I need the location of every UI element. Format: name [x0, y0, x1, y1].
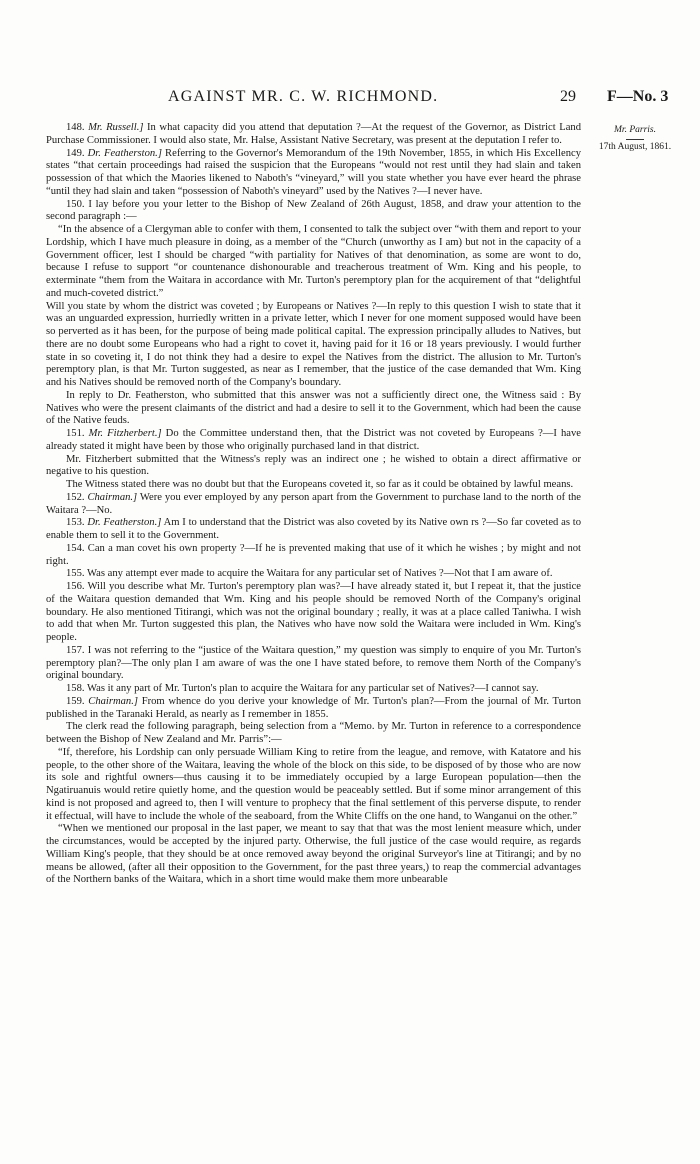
speaker-name: Mr. Russell.]	[88, 122, 144, 133]
question-number: 155.	[66, 568, 87, 580]
margin-divider	[626, 139, 644, 140]
paragraph-text: Mr. Fitzherbert submitted that the Witness's reply was an indirect one ; he wished to obtain a direct affirmative or negative to his question.	[46, 453, 581, 478]
paragraph	[46, 568, 581, 581]
paragraph-text: Was it any part of Mr. Turton's plan to acquire the Waitara for any particular set of Natives?—I cannot say.	[87, 683, 539, 694]
paragraph-text: “When we mentioned our proposal in the last paper, we meant to say that that was the most lenient measure which, under the circumstances, would be accepted by the injured party. Otherwise, the full justice of the case would require, as regards William King's people, that they should be at once removed away beyond the original Surveyor's line at Titirangi; and by no means be allowed, (after all their opposition to the Government, for the past three years,) to reap the commercial advantages of the Northern banks of the Waitara, which in a short time would make them more unbearable	[46, 823, 581, 886]
paragraph	[46, 148, 581, 199]
question-number: 156.	[66, 581, 88, 592]
paragraph	[46, 747, 581, 824]
paragraph-text: Will you state by whom the district was coveted ; by Europeans or Natives ?—In reply to this question I wish to state that it was an unguarded expression, hurriedly written in a private letter, which I never for one moment supposed would have been so perverted as it has been, for the purpose of being made political capital. The expression principally alludes to Natives, but there are no doubt some Europeans who had a right to covet it, having paid for it 16 or 18 years previously. I would further state in so coveting it, I do not think they had a desire to expel the Natives from the district. The allusion to Mr. Turton's peremptory plan, is that Mr. Turton suggested, as near as I remember, that the justice of the case demanded that Wm. King and his Natives should be removed north of the Company's boundary.	[46, 300, 581, 388]
paragraph	[46, 122, 581, 148]
paragraph-text: I was not referring to the “justice of the Waitara question,” my question was simply to enquire of you Mr. Turton's peremptory plan?—The only plan I am aware of was the one I have stated before, to remove them North of the Company's original boundary.	[46, 644, 581, 682]
question-number: 152.	[66, 491, 88, 503]
paragraph-text: “If, therefore, his Lordship can only persuade William King to retire from the league, and remove, with Katatore and his people, to the other shore of the Waitara, leaving the whole of the block on this side, to be disposed of by those who are now its sole and rightful owners—thus causing it to be immediately occupied by a large European population—then the Ngatiruanuis would retire quietly home, and the question would be peaceably settled. But if some minor arrangement of this kind is not proposed and agreed to, then I will venture to prophecy that the final settlement of this perverse dispute, to render it effectual, will have to include the whole of the seaboard, from the White Cliffs on the one hand, to Wanganui on the other.”	[46, 746, 581, 822]
paragraph	[46, 224, 581, 301]
paragraph	[46, 543, 581, 569]
paragraph	[46, 823, 581, 887]
speaker-name: Chairman.]	[88, 695, 138, 707]
paragraph	[46, 683, 581, 696]
question-number: 148.	[66, 122, 89, 133]
paragraph-text: In reply to Dr. Featherston, who submitted that this answer was not a sufficiently direct one, the Witness said : By Natives who were the present claimants of the district and had a desire to sell it to the Government, which had been the cause of the Native feuds.	[46, 389, 581, 427]
paragraph-text: Can a man covet his own property ?—If he is prevented making that use of it which he wishes ; by might and not right.	[46, 542, 581, 567]
question-number: 153.	[66, 517, 88, 529]
question-number: 151.	[66, 428, 89, 439]
document-reference: F—No. 3	[607, 88, 669, 105]
paragraph	[46, 390, 581, 428]
paragraph	[46, 301, 581, 390]
question-number: 150.	[66, 198, 89, 210]
paragraph-text: Were you ever employed by any person apart from the Government to purchase land to the north of the Waitara ?—No.	[46, 491, 581, 516]
question-number: 149.	[66, 147, 88, 159]
paragraph-text: I lay before you your letter to the Bishop of New Zealand of 26th August, 1858, and draw your attention to the second paragraph :—	[46, 198, 581, 223]
question-number: 154.	[66, 542, 88, 554]
speaker-name: Dr. Featherston.]	[87, 517, 162, 529]
testimony-body	[46, 122, 581, 1152]
question-number: 157.	[66, 644, 88, 656]
speaker-name: Dr. Featherston.]	[87, 147, 162, 159]
paragraph	[46, 721, 581, 747]
paragraph	[46, 645, 581, 683]
page-number: 29	[560, 88, 576, 105]
margin-note	[585, 124, 685, 154]
paragraph	[46, 479, 581, 492]
paragraph	[46, 696, 581, 722]
question-number: 159.	[66, 695, 89, 707]
paragraph-text: Was any attempt ever made to acquire the Waitara for any particular set of Natives ?—Not that I am aware of.	[87, 568, 553, 580]
paragraph-text: From whence do you derive your knowledge of Mr. Turton's plan?—From the journal of Mr. Turton published in the Taranaki Herald, as nearly as I remember in 1855.	[46, 695, 581, 720]
paragraph	[46, 454, 581, 480]
paragraph	[46, 581, 581, 645]
speaker-name: Mr. Fitzherbert.]	[88, 428, 162, 439]
paragraph	[46, 428, 581, 454]
paragraph-text: The clerk read the following paragraph, being selection from a “Memo. by Mr. Turton in reference to a correspondence between the Bishop of New Zealand and Mr. Parris”:—	[46, 721, 581, 745]
paragraph-text: Will you describe what Mr. Turton's peremptory plan was?—I have already stated it, but I repeat it, that the justice of the Waitara question demanded that Wm. King and his people should be removed North of the Company's original boundary. He also mentioned Titirangi, which was not the original boundary ; really, it was at a place called Taniwha. I wish to add that when Mr. Turton suggested this plan, the Natives who have now sold the Waitara were included in Wm. King's people.	[46, 581, 581, 643]
paragraph-text: Do the Committee understand then, that the District was not coveted by Europeans ?—I have already stated it might have been by those who originally purchased land in that district.	[46, 428, 581, 452]
paragraph-text: Referring to the Governor's Memorandum of the 19th November, 1855, in which His Excellency states “that certain proceedings had raised the suspicion that the Europeans “would not rest until they had slain and taken possession of that which the Maories likened to Naboth's “vineyard,” will you state whether you have ever heard the phrase “until they had slain and taken “possession of Naboth's vineyard” used by the Natives ?—I never have.	[46, 147, 581, 197]
paragraph-text: The Witness stated there was no doubt but that the Europeans coveted it, so far as it could be obtained by lawful means.	[66, 479, 574, 490]
paragraph-text: Am I to understand that the District was also coveted by its Native own rs ?—So far coveted as to enable them to sell it to the Government.	[46, 517, 581, 541]
margin-date: 17th August, 1861.	[598, 142, 672, 152]
margin-witness-name: Mr. Parris.	[614, 125, 656, 135]
question-number: 158.	[66, 683, 87, 694]
page-title: AGAINST MR. C. W. RICHMOND.	[168, 88, 439, 105]
paragraph	[46, 199, 581, 225]
paragraph	[46, 492, 581, 518]
speaker-name: Chairman.]	[87, 491, 138, 503]
paragraph-text: In what capacity did you attend that deputation ?—At the request of the Governor, as District Land Purchase Commissioner. I would also state, Mr. Halse, Assistant Native Secretary, was present at the deputation I refer to.	[46, 122, 581, 146]
paragraph-text: “In the absence of a Clergyman able to confer with them, I consented to talk the subject over “with them and report to your Lordship, which I have much pleasure in doing, as a member of the “Church (unworthy as I am) but not in the capacity of a Government officer, lest I should be charged “with partiality for Natives of that denomination, as some are wont to do, because I refuse to support “or countenance dishonourable and treacherous treatment of Wm. King and his people, to exterminate “them from the Waitara in accordance with Mr. Turton's peremptory plan for the acquirement of that “delightful and much-coveted district.”	[46, 224, 581, 299]
running-header	[0, 88, 700, 110]
paragraph	[46, 517, 581, 543]
